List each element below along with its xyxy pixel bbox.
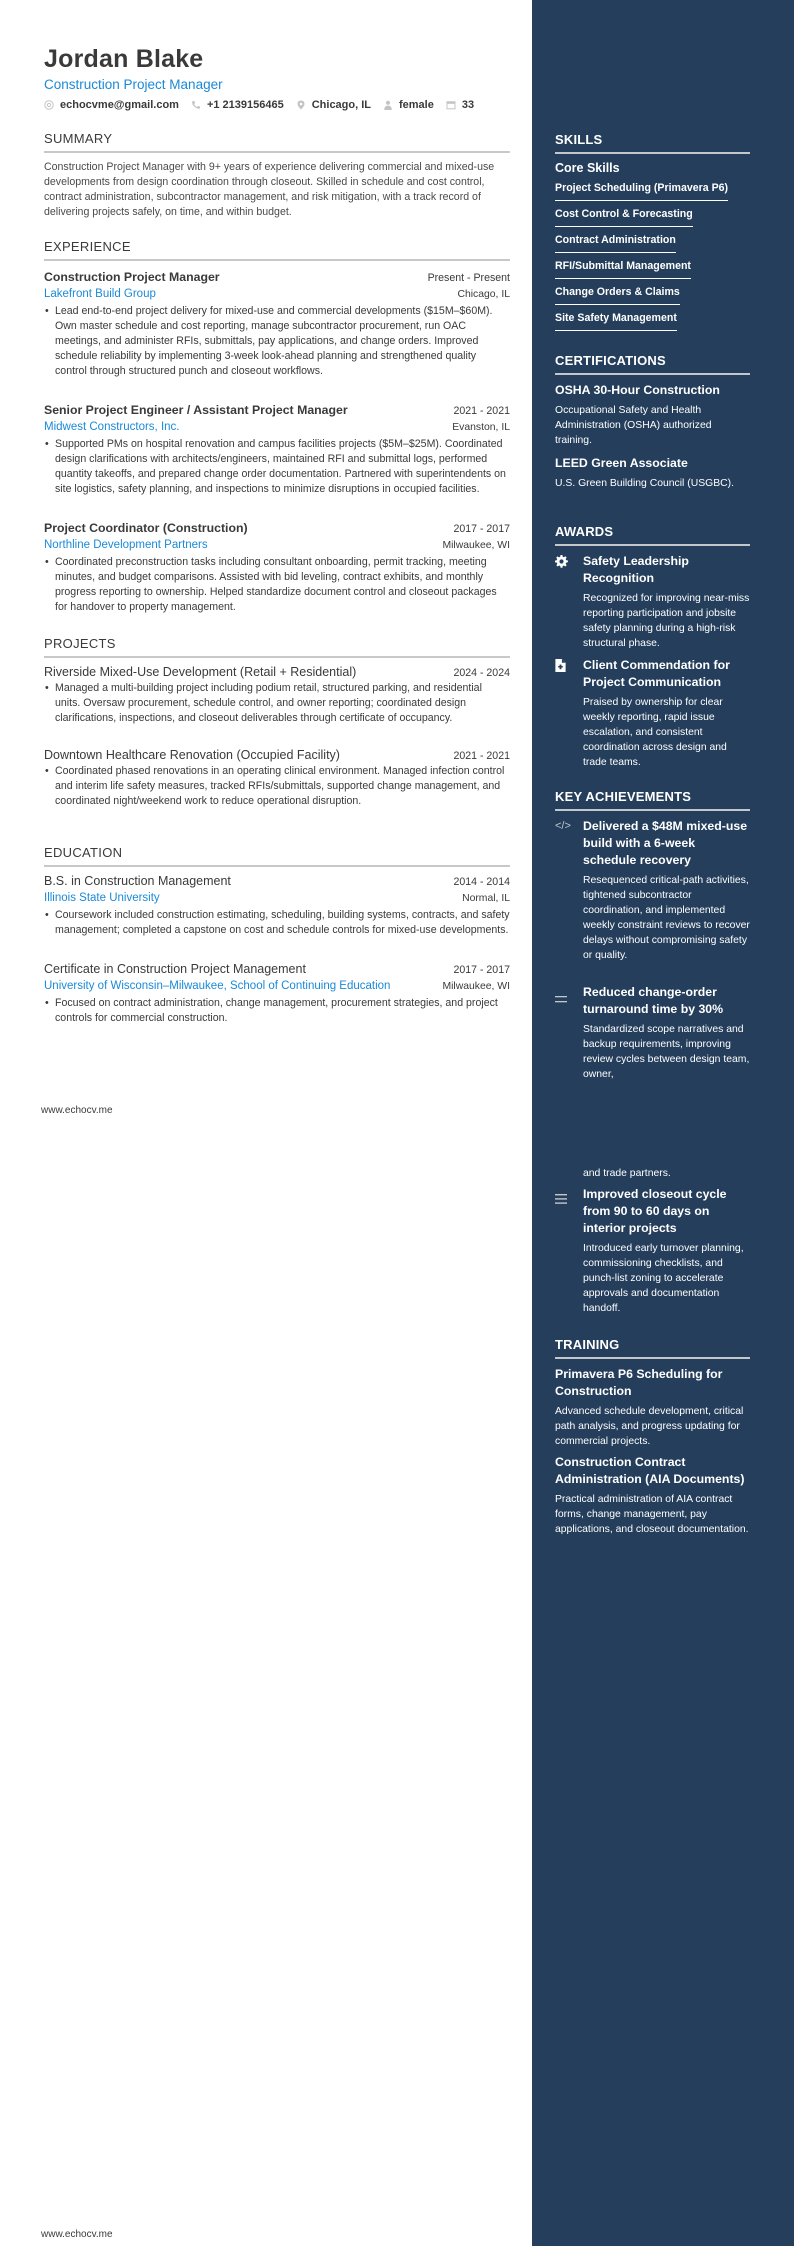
document-icon xyxy=(555,659,566,672)
achievement-desc: Standardized scope narratives and backup requirements, improving review cycles between design team, owner, xyxy=(583,1024,750,1080)
award-item xyxy=(555,657,750,770)
award-desc: Recognized for improving near-miss reporting participation and jobsite safety planning during a high-risk structural phase. xyxy=(583,593,750,649)
footer-link-page1[interactable]: www.echocv.me xyxy=(41,1105,113,1116)
achievement-item xyxy=(555,818,750,963)
person-icon xyxy=(383,100,393,110)
company-name: Midwest Constructors, Inc. xyxy=(44,421,180,433)
certification-item xyxy=(555,455,750,491)
achievement-name: Improved closeout cycle from 90 to 60 days on interior projects xyxy=(583,1187,727,1235)
job-bullet: • Supported PMs on hospital renovation and campus facilities projects ($5M–$25M). Coordinated design clarifications with architects/engineers, maintained RFI and submittal logs, performed quantity takeoffs, and prepared change order documentation. Partnered with superintendents on site logistics, safety planning, and inspections to minimize disruptions in occupied facilities. xyxy=(44,437,510,497)
education-heading: EDUCATION xyxy=(44,845,510,867)
gear-icon xyxy=(555,555,568,568)
email-text: echocvme@gmail.com xyxy=(60,99,179,111)
phone-text: +1 2139156465 xyxy=(206,99,284,111)
phone-icon xyxy=(191,100,201,110)
job-title: Senior Project Engineer / Assistant Project Manager xyxy=(44,403,348,417)
achievement-desc: Introduced early turnover planning, commissioning checklists, and punch-list zoning to accelerate approvals and documentation handoff. xyxy=(583,1243,744,1314)
project-name: Riverside Mixed-Use Development (Retail + Residential) xyxy=(44,665,357,679)
job-location: Evanston, IL xyxy=(452,422,510,433)
training-item xyxy=(555,1454,750,1537)
certifications-heading: CERTIFICATIONS xyxy=(555,353,750,375)
menu-icon xyxy=(555,1194,567,1204)
map-pin-icon xyxy=(296,100,306,110)
training-name: Primavera P6 Scheduling for Construction xyxy=(555,1367,723,1398)
skill-item: Project Scheduling (Primavera P6) xyxy=(555,182,728,201)
skills-group-title: Core Skills xyxy=(555,161,620,175)
training-heading: TRAINING xyxy=(555,1337,750,1359)
achievement-name: Reduced change-order turnaround time by 30% xyxy=(583,985,724,1016)
school-location: Normal, IL xyxy=(462,893,510,904)
education-bullet: • Coursework included construction estimating, scheduling, building systems, contracts, and safety management; completed a capstone on cost and schedule controls for mixed-use developments. xyxy=(44,908,510,938)
certification-item xyxy=(555,382,750,448)
achievement-desc-continued xyxy=(555,1166,750,1181)
degree-name: Certificate in Construction Project Management xyxy=(44,962,306,976)
age-text: 33 xyxy=(461,99,475,111)
skill-item: Cost Control & Forecasting xyxy=(555,208,693,227)
contact-email[interactable] xyxy=(44,99,179,111)
education-bullet: • Focused on contract administration, change management, procurement strategies, and project controls for commercial construction. xyxy=(44,996,510,1026)
candidate-name: Jordan Blake xyxy=(44,45,204,73)
contact-gender xyxy=(383,99,434,111)
job-dates: 2021 - 2021 xyxy=(453,405,510,417)
company-name: Lakefront Build Group xyxy=(44,288,156,300)
training-desc: Practical administration of AIA contract forms, change management, pay applications, and closeout documentation. xyxy=(555,1494,749,1535)
projects-heading: PROJECTS xyxy=(44,636,510,658)
education-dates: 2017 - 2017 xyxy=(453,964,510,976)
achievement-item xyxy=(555,1186,750,1316)
code-icon: </> xyxy=(555,820,571,832)
contact-bar xyxy=(44,99,486,111)
achievement-desc: and trade partners. xyxy=(583,1168,671,1179)
skill-item: Contract Administration xyxy=(555,234,676,253)
certification-desc: Occupational Safety and Health Administration (OSHA) authorized training. xyxy=(555,405,712,446)
job-bullet: • Lead end-to-end project delivery for mixed-use and commercial developments ($15M–$60M). Own master schedule and cost reporting, manage subcontractor procurement, run OAC meetings, and administer RFIs, submittals, pay applications, and change orders. Improved schedule reliability by implementing 3-week look-ahead planning and strengthened quality control through structured punch and closeout workflows. xyxy=(44,304,510,379)
skill-item: Site Safety Management xyxy=(555,312,677,331)
skill-item: RFI/Submittal Management xyxy=(555,260,691,279)
project-bullet: • Coordinated phased renovations in an operating clinical environment. Managed infection control and interim life safety measures, tracked RFIs/submittals, supported change management, and coordinated night/weekend work to reduce operational disruption. xyxy=(44,764,510,809)
summary-heading: SUMMARY xyxy=(44,131,510,153)
awards-heading: AWARDS xyxy=(555,524,750,546)
achievement-item xyxy=(555,984,750,1082)
training-item xyxy=(555,1366,750,1449)
award-item xyxy=(555,553,750,651)
award-name: Safety Leadership Recognition xyxy=(583,554,689,585)
award-desc: Praised by ownership for clear weekly reporting, rapid issue escalation, and consistent coordination across design and trade teams. xyxy=(583,697,727,768)
job-location: Milwaukee, WI xyxy=(442,540,510,551)
contact-location xyxy=(296,99,371,111)
at-icon xyxy=(44,100,54,110)
job-title: Construction Project Manager xyxy=(44,270,220,284)
degree-name: B.S. in Construction Management xyxy=(44,874,231,888)
project-bullet: • Managed a multi-building project including podium retail, structured parking, and residential units. Oversaw procurement, schedule control, and owner reporting; coordinated design clarifications, inspections, and closeout deliverables through certificate of occupancy. xyxy=(44,681,510,726)
education-dates: 2014 - 2014 xyxy=(453,876,510,888)
project-name: Downtown Healthcare Renovation (Occupied Facility) xyxy=(44,748,340,762)
achievement-name: Delivered a $48M mixed-use build with a 6-week schedule recovery xyxy=(583,819,748,867)
education-item xyxy=(44,874,510,938)
job-dates: Present - Present xyxy=(427,272,510,284)
training-name: Construction Contract Administration (AIA Documents) xyxy=(555,1455,745,1486)
school-location: Milwaukee, WI xyxy=(442,981,510,992)
location-text: Chicago, IL xyxy=(311,99,371,111)
job-dates: 2017 - 2017 xyxy=(453,523,510,535)
achievements-heading: KEY ACHIEVEMENTS xyxy=(555,789,750,811)
job-title: Project Coordinator (Construction) xyxy=(44,521,248,535)
training-desc: Advanced schedule development, critical path analysis, and progress updating for commercial projects. xyxy=(555,1406,744,1447)
contact-age xyxy=(446,99,474,111)
skill-item: Change Orders & Claims xyxy=(555,286,680,305)
candidate-headline: Construction Project Manager xyxy=(44,77,223,92)
job-location: Chicago, IL xyxy=(457,289,510,300)
company-name: Northline Development Partners xyxy=(44,539,208,551)
project-dates: 2024 - 2024 xyxy=(453,667,510,679)
school-name: University of Wisconsin–Milwaukee, School of Continuing Education xyxy=(44,980,391,992)
experience-heading: EXPERIENCE xyxy=(44,239,510,261)
equals-icon xyxy=(555,996,567,1003)
experience-item xyxy=(44,403,510,497)
skills-heading: SKILLS xyxy=(555,132,750,154)
gender-text: female xyxy=(399,99,434,111)
award-name: Client Commendation for Project Communication xyxy=(583,658,730,689)
experience-item xyxy=(44,521,510,615)
school-name: Illinois State University xyxy=(44,892,160,904)
project-item xyxy=(44,748,510,809)
achievement-desc: Resequenced critical-path activities, tightened subcontractor coordination, and implemented weekly constraint reviews to recover delays without compromising safety or quality. xyxy=(583,875,750,961)
footer-link-page2[interactable]: www.echocv.me xyxy=(41,2229,113,2240)
job-bullet: • Coordinated preconstruction tasks including consultant onboarding, permit tracking, meeting minutes, and budget comparisons. Assisted with bid leveling, contract exhibits, and monthly progress reporting to ownership. Helped standardize document control and closeout packages for handover to property management. xyxy=(44,555,510,615)
project-dates: 2021 - 2021 xyxy=(453,750,510,762)
sidebar-background xyxy=(532,0,794,2246)
certification-name: LEED Green Associate xyxy=(555,456,688,470)
summary-text: Construction Project Manager with 9+ years of experience delivering commercial and mixed-use developments from design coordination through closeout. Skilled in schedule and cost control, contract administration, subcontractor management, and risk mitigation, with a track record of delivering projects safely, on time, and within budget. xyxy=(44,161,495,218)
calendar-icon xyxy=(446,100,456,110)
project-item xyxy=(44,665,510,726)
certification-name: OSHA 30-Hour Construction xyxy=(555,383,720,397)
contact-phone[interactable] xyxy=(191,99,284,111)
experience-item xyxy=(44,270,510,379)
education-item xyxy=(44,962,510,1026)
certification-desc: U.S. Green Building Council (USGBC). xyxy=(555,478,735,489)
